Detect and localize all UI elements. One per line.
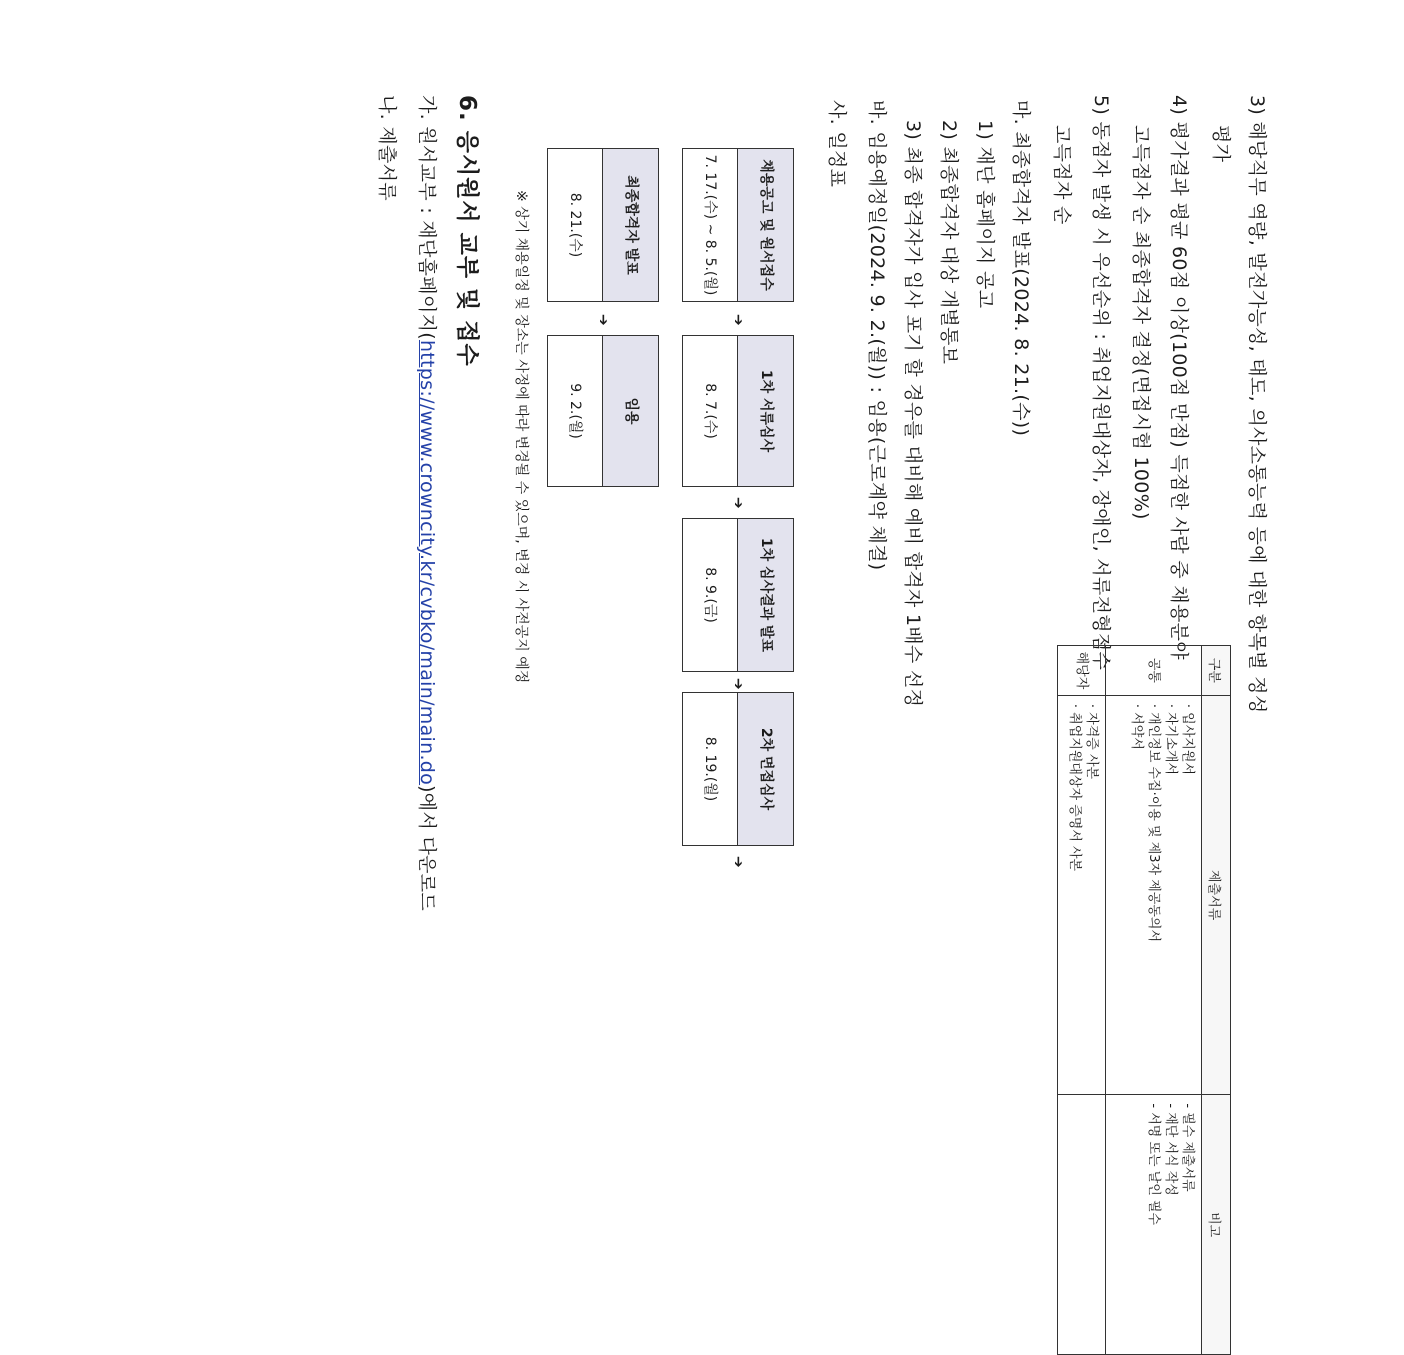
document-item: · 자기소개서 (1163, 703, 1178, 775)
step-label: 2차 면접심사 (737, 693, 793, 845)
note-item: - 필수 제출서류 (1180, 1103, 1195, 1192)
step-date: 8. 21.(수) (567, 192, 583, 258)
arrow-icon: ➔ (730, 678, 746, 690)
header-documents: 제출서류 (1202, 695, 1231, 1095)
arrow-icon: ➔ (730, 314, 746, 326)
arrow-icon: ➔ (730, 856, 746, 868)
step-label: 1차 심사결과 발표 (737, 519, 793, 671)
final-item-2: 2) 최종합격자 대상 개별통보 (938, 120, 960, 365)
schedule-step-appointment (547, 335, 659, 487)
ga-prefix: 가. 원서교부 : 재단홈페이지( (416, 95, 438, 340)
final-announcement-title: 마. 최종합격자 발표(2024. 8. 21.(수)) (1010, 100, 1032, 437)
table-row (1058, 646, 1106, 1355)
row-notes (1106, 1095, 1202, 1355)
homepage-link[interactable]: https://www.crowncity.kr/cvbko/main/main.do (416, 339, 438, 786)
schedule-step-application (682, 148, 794, 302)
schedule-step-document-review (682, 335, 794, 487)
table-header-row (1202, 646, 1231, 1355)
row-category: 공통 (1106, 646, 1202, 696)
table-row (1106, 646, 1202, 1355)
eval-item-5-line1: 5) 동점자 발생 시 우선순위 : 취업지원대상자, 장애인, 서류전형점수 (1090, 95, 1112, 671)
document-item: · 개인정보 수집·이용 및 제3자 제공동의서 (1146, 703, 1161, 943)
schedule-step-review-result (682, 518, 794, 672)
document-item: · 자격증 사본 (1084, 703, 1099, 780)
header-notes: 비고 (1202, 1095, 1231, 1355)
row-notes (1058, 1095, 1106, 1355)
final-item-1: 1) 재단 홈페이지 공고 (974, 120, 996, 309)
final-item-3: 3) 최종 합격자가 입사 포기 할 경우를 대비해 예비 합격자 1배수 선정 (902, 120, 924, 708)
appointment-title: 바. 임용예정일(2024. 9. 2.(월)) : 임용(근로계약 체결) (866, 100, 888, 571)
header-category: 구분 (1202, 646, 1231, 696)
step-date: 9. 2.(월) (567, 383, 583, 439)
eval-item-3-line1: 3) 해당직무 역량, 발전가능성, 태도, 의사소통능력 등에 대한 항목별 정성 (1246, 95, 1268, 714)
document-item: · 취업지원대상자 증명서 사본 (1067, 703, 1082, 872)
row-documents (1058, 695, 1106, 1095)
row-documents (1106, 695, 1202, 1095)
eval-item-4-line1: 4) 평가결과 평균 60점 이상(100점 만점) 득점한 사람 중 채용분야 (1168, 95, 1190, 660)
section-6-item-ga (415, 95, 442, 911)
eval-item-4-line2: 고득점자 순 최종합격자 결정(면접시험 100%) (1130, 125, 1152, 520)
arrow-icon: ➔ (595, 314, 611, 326)
section-6-item-na: 나. 제출서류 (376, 95, 398, 201)
note-item: - 재단 서식 작성 (1163, 1103, 1178, 1196)
step-date: 8. 19.(월) (702, 736, 718, 802)
section-6-heading: 6. 응시원서 교부 및 접수 (454, 95, 480, 367)
eval-item-3-line2: 평가 (1210, 125, 1232, 163)
step-date: 8. 9.(금) (702, 567, 718, 623)
document-item: · 입사지원서 (1180, 703, 1195, 775)
document-item: · 서약서 (1129, 703, 1144, 750)
step-label: 1차 서류심사 (737, 336, 793, 486)
eval-item-5-line2: 고득점자 순 (1051, 125, 1073, 225)
row-category: 해당자 (1058, 646, 1106, 696)
required-documents-table (1057, 645, 1231, 1355)
step-date: 7. 17.(수) ~ 8. 5.(월) (702, 154, 718, 296)
schedule-step-interview (682, 692, 794, 846)
note-item: - 서명 또는 날인 필수 (1146, 1103, 1161, 1226)
ga-suffix: )에서 다운로드 (416, 785, 438, 912)
schedule-note: ※ 상기 채용일정 및 장소는 사정에 따라 변경될 수 있으며, 변경 시 사전공지 예정 (513, 190, 529, 684)
step-label: 임용 (602, 336, 658, 486)
step-date: 8. 7.(수) (702, 383, 718, 439)
step-label: 최종합격자 발표 (602, 149, 658, 301)
step-label: 채용공고 및 원서접수 (737, 149, 793, 301)
schedule-title: 사. 일정표 (826, 100, 848, 188)
arrow-icon: ➔ (730, 497, 746, 509)
schedule-step-final-announcement (547, 148, 659, 302)
